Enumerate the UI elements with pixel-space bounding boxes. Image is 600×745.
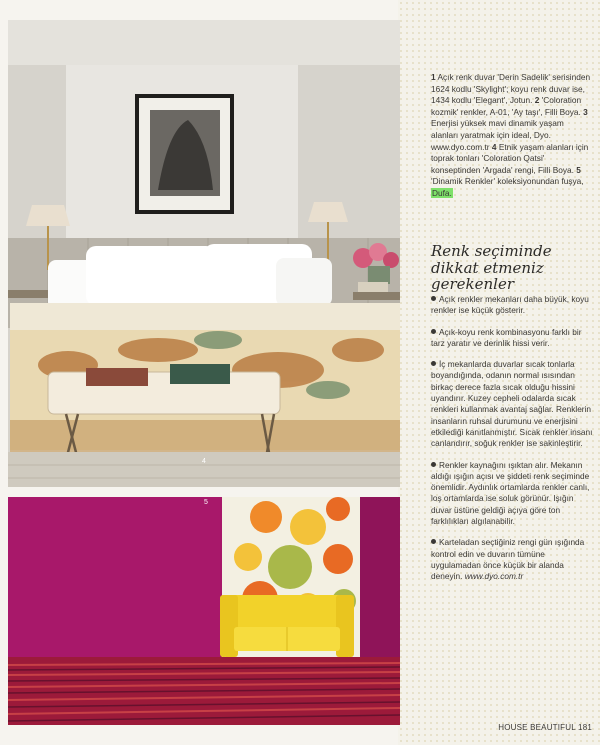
caption-5-text: 'Dinamik Renkler' koleksiyonundan fuşya, xyxy=(431,176,584,187)
caption-4-text: Etnik yaşam alanları için toprak tonları 'Coloration Qatsi' konseptinden 'Argada' rengi, Filli Boya. xyxy=(431,141,589,175)
tip-item xyxy=(431,537,593,582)
bedroom-photo xyxy=(8,20,400,487)
section-heading: Renk seçiminde dikkat etmeniz gerekenler xyxy=(431,242,552,293)
caption-1-text: Açık renk duvar 'Derin Sadelik' serisinden 1624 kodlu 'Skylight'; koyu renk duvar ise, 1434 kodlu 'Elegant', Jotun. xyxy=(431,72,591,106)
living-photo xyxy=(8,497,400,725)
page-number: 181 xyxy=(578,723,592,732)
bullet-icon xyxy=(431,361,436,366)
bullet-icon xyxy=(431,539,436,544)
caption-1-num: 1 xyxy=(431,72,436,82)
tip-text: İç mekanlarda duvarlar sıcak tonlarla boyandığında, odanın normal ısısından birkaç derece fazla sıcak olduğu hissini uyandırır. Kuzey cepheli odalarda sıcak renkleri kullanmak avantaj sağlar. Renklerin insanların ruhsal durumunu ve enerjisini etkilediği kanıtlanmıştır. Sıcak renkler insanı canlandırır, soğuk renkler ise sakinleştirir. xyxy=(431,359,593,449)
tip-item xyxy=(431,294,593,317)
photo-captions xyxy=(431,72,591,200)
tip-text: Açık-koyu renk kombinasyonu farklı bir tarz yaratır ve derinlik hissi verir. xyxy=(431,326,582,348)
tip-text: Karteladan seçtiğiniz rengi gün ışığında kontrol edin ve duvarın tümüne uygulamadan önce küçük bir alanda deneyin. xyxy=(431,537,585,582)
bullet-icon xyxy=(431,329,436,334)
photo-label-5: 5 xyxy=(204,499,208,506)
magazine-name: HOUSE BEAUTIFUL xyxy=(498,723,576,732)
photo-label-4: 4 xyxy=(202,458,206,465)
tip-item xyxy=(431,460,593,528)
caption-5-num: 5 xyxy=(576,164,581,175)
caption-3-num: 3 xyxy=(583,106,588,117)
tip-item xyxy=(431,327,593,350)
tip-item xyxy=(431,359,593,449)
caption-4-num: 4 xyxy=(491,141,497,152)
bullet-icon xyxy=(431,462,436,467)
brand-highlight: Dufa. xyxy=(432,187,452,198)
tip-text: Açık renkler mekanları daha büyük, koyu renkler ise küçük gösterir. xyxy=(431,294,589,316)
bullet-icon xyxy=(431,296,436,301)
tips-list xyxy=(431,294,593,593)
tip-text: Renkler kaynağını ışıktan alır. Mekanın aldığı ışığın açısı ve şiddeti renk seçiminde önemlidir. Aydınlık ortamlarda renkler canlı, loş ortamlarda ise soluk görünür. Işığın duvar üstüne geldiği açıya göre ton farklılıkları algılanabilir. xyxy=(431,459,590,527)
caption-2-num: 2 xyxy=(534,95,540,106)
caption-2-text: 'Coloration kozmik' renkler, A-01, 'Ay taşı', Filli Boya. xyxy=(431,95,582,117)
caption-3-text: Enerjisi yüksek mavi dinamik yaşam alanları yaratmak için ideal, Dyo. www.dyo.com.tr xyxy=(431,118,564,152)
website-link[interactable]: www.dyo.com.tr xyxy=(464,571,524,582)
page-footer xyxy=(498,723,592,732)
